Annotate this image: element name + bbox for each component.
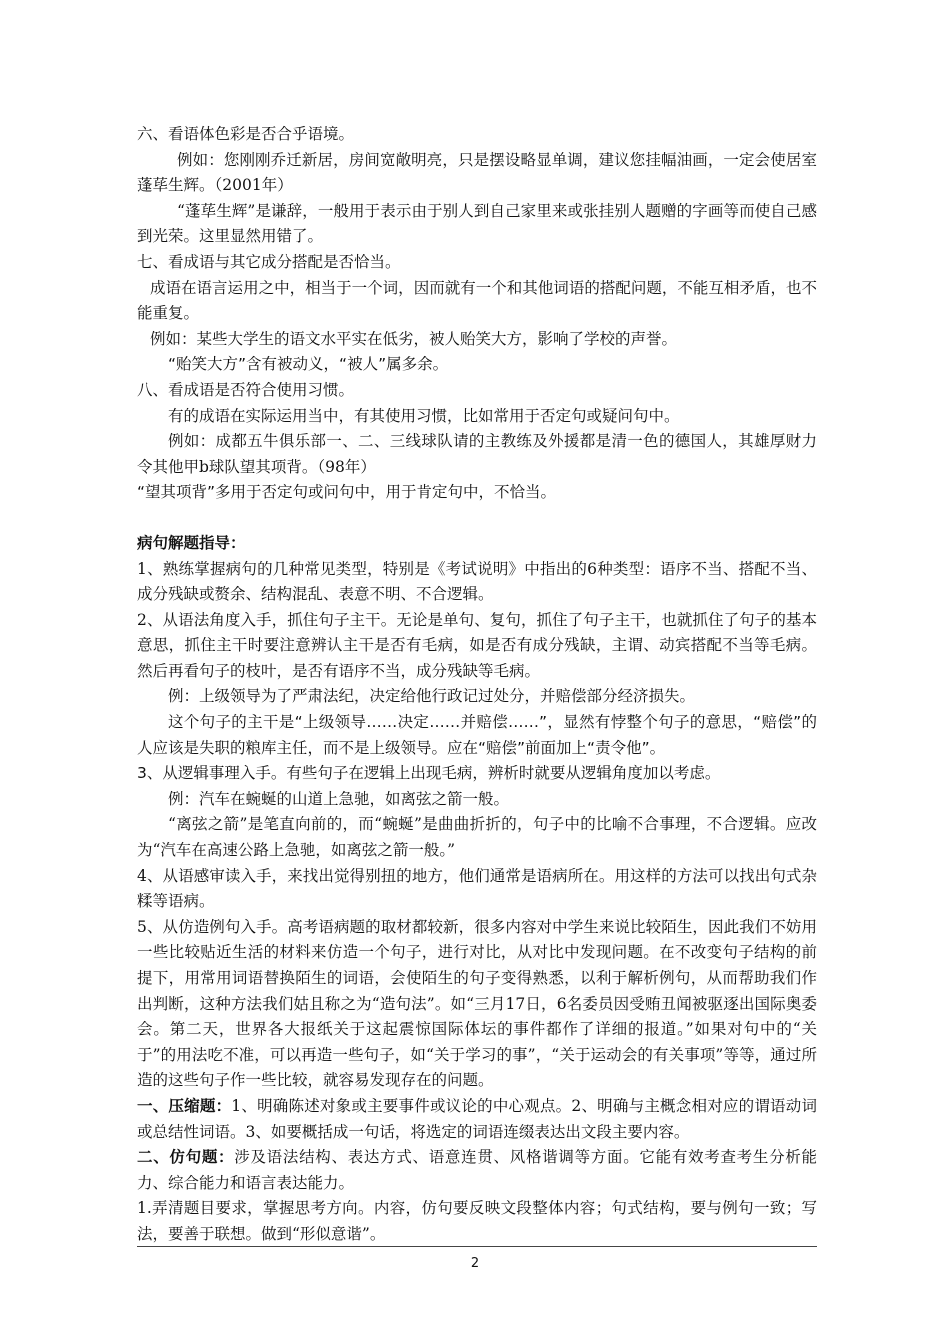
example-paragraph: 例如：您刚刚乔迁新居，房间宽敞明亮，只是摆设略显单调，建议您挂幅油画，一定会使居室蓬荜生辉。（2001年）: [137, 150, 817, 195]
example-paragraph: 例如：成都五牛俱乐部一、二、三线球队请的主教练及外援都是清一色的德国人，其雄厚财力令其他甲b球队望其项背。（98年）: [137, 432, 817, 476]
heading-eight: 八、看成语是否符合使用习惯。: [137, 380, 355, 399]
tip-paragraph: 1.弄清题目要求，掌握思考方向。内容，仿句要反映文段整体内容；句式结构，要与例句一致；写法，要善于联想。做到“形似意谐”。: [137, 1199, 817, 1243]
explanation-paragraph: “离弦之箭”是笔直向前的，而“蜿蜒”是曲曲折折的，句子中的比喻不合事理，不合逻辑。应改为“汽车在高速公路上急驰，如离弦之箭一般。”: [137, 815, 817, 860]
imitate-heading: 二、仿句题：: [137, 1148, 235, 1167]
explanation-paragraph: 这个句子的主干是“上级领导……决定……并赔偿……”，显然有悖整个句子的意思，“赔偿”的人应该是失职的粮库主任，而不是上级领导。应在“赔偿”前面加上“责令他”。: [137, 713, 817, 757]
section-heading: 病句解题指导：: [137, 533, 246, 552]
imitate-paragraph: [137, 1145, 817, 1196]
explanation-paragraph: “望其项背”多用于否定句或问句中，用于肯定句中，不恰当。: [137, 483, 557, 502]
compress-heading: 一、压缩题：: [137, 1096, 232, 1115]
tip-paragraph: 2、从语法角度入手，抓住句子主干。无论是单句、复句，抓住了句子主干，也就抓住了句子的基本意思，抓住主干时要注意辨认主干是否有毛病，如是否有成分残缺，主谓、动宾搭配不当等毛病。然后再看句子的枝叶，是否有语序不当，成分残缺等毛病。: [137, 610, 817, 680]
explanation-paragraph: “贻笑大方”含有被动义，“被人”属多余。: [168, 355, 449, 374]
tip-paragraph: 5、从仿造例句入手。高考语病题的取材都较新，很多内容对中学生来说比较陌生，因此我们不妨用一些比较贴近生活的材料来仿造一个句子，进行对比，从对比中发现问题。在不改变句子结构的前提下，用常用词语替换陌生的词语，会使陌生的句子变得熟悉，以利于解析例句，从而帮助我们作出判断，这种方法我们姑且称之为“造句法”。如“三月17日，6名委员因受贿丑闻被驱逐出国际奥委会。第二天，世界各大报纸关于这起震惊国际体坛的事件都作了详细的报道。”如果对句中的“关于”的用法吃不准，可以再造一些句子，如“关于学习的事”，“关于运动会的有关事项”等等，通过所造的这些句子作一些比较，就容易发现存在的问题。: [137, 917, 817, 1090]
example-paragraph: 例：汽车在蜿蜒的山道上急驰，如离弦之箭一般。: [168, 789, 510, 808]
heading-seven: 七、看成语与其它成分搭配是否恰当。: [137, 252, 401, 271]
tip-paragraph: 1、熟练掌握病句的几种常见类型，特别是《考试说明》中指出的6种类型：语序不当、搭配不当、成分残缺或赘余、结构混乱、表意不明、不合逻辑。: [137, 559, 817, 604]
tip-paragraph: 3、从逻辑事理入手。有些句子在逻辑上出现毛病，辨析时就要从逻辑角度加以考虑。: [137, 764, 721, 783]
explanation-paragraph: “蓬荜生辉”是谦辞，一般用于表示由于别人到自己家里来或张挂别人题赠的字画等而使自己感到光荣。这里显然用错了。: [137, 201, 817, 246]
footer-rule: [137, 1246, 817, 1247]
heading-six: 六、看语体色彩是否合乎语境。: [137, 125, 355, 143]
spacer: [137, 506, 817, 531]
body-paragraph: 成语在语言运用之中，相当于一个词，因而就有一个和其他词语的搭配问题，不能互相矛盾，也不能重复。: [137, 278, 817, 323]
example-paragraph: 例如：某些大学生的语文水平实在低劣，被人贻笑大方，影响了学校的声誉。: [150, 329, 678, 348]
body-paragraph: 有的成语在实际运用当中，有其使用习惯，比如常用于否定句或疑问句中。: [168, 406, 680, 425]
example-paragraph: 例：上级领导为了严肃法纪，决定给他行政记过处分，并赔偿部分经济损失。: [168, 687, 696, 706]
page-content: [137, 122, 817, 1248]
compress-paragraph: [137, 1094, 817, 1145]
compress-body: 1、明确陈述对象或主要事件或议论的中心观点。2、明确与主概念相对应的谓语动词或总结性词语。3、如要概括成一句话，将选定的词语连缀表达出文段主要内容。: [137, 1096, 817, 1141]
tip-paragraph: 4、从语感审读入手，来找出觉得别扭的地方，他们通常是语病所在。用这样的方法可以找出句式杂糅等语病。: [137, 866, 817, 911]
imitate-body: 涉及语法结构、表达方式、语意连贯、风格谐调等方面。它能有效考查考生分析能力、综合能力和语言表达能力。: [137, 1148, 817, 1192]
page-number: 2: [470, 1256, 480, 1271]
